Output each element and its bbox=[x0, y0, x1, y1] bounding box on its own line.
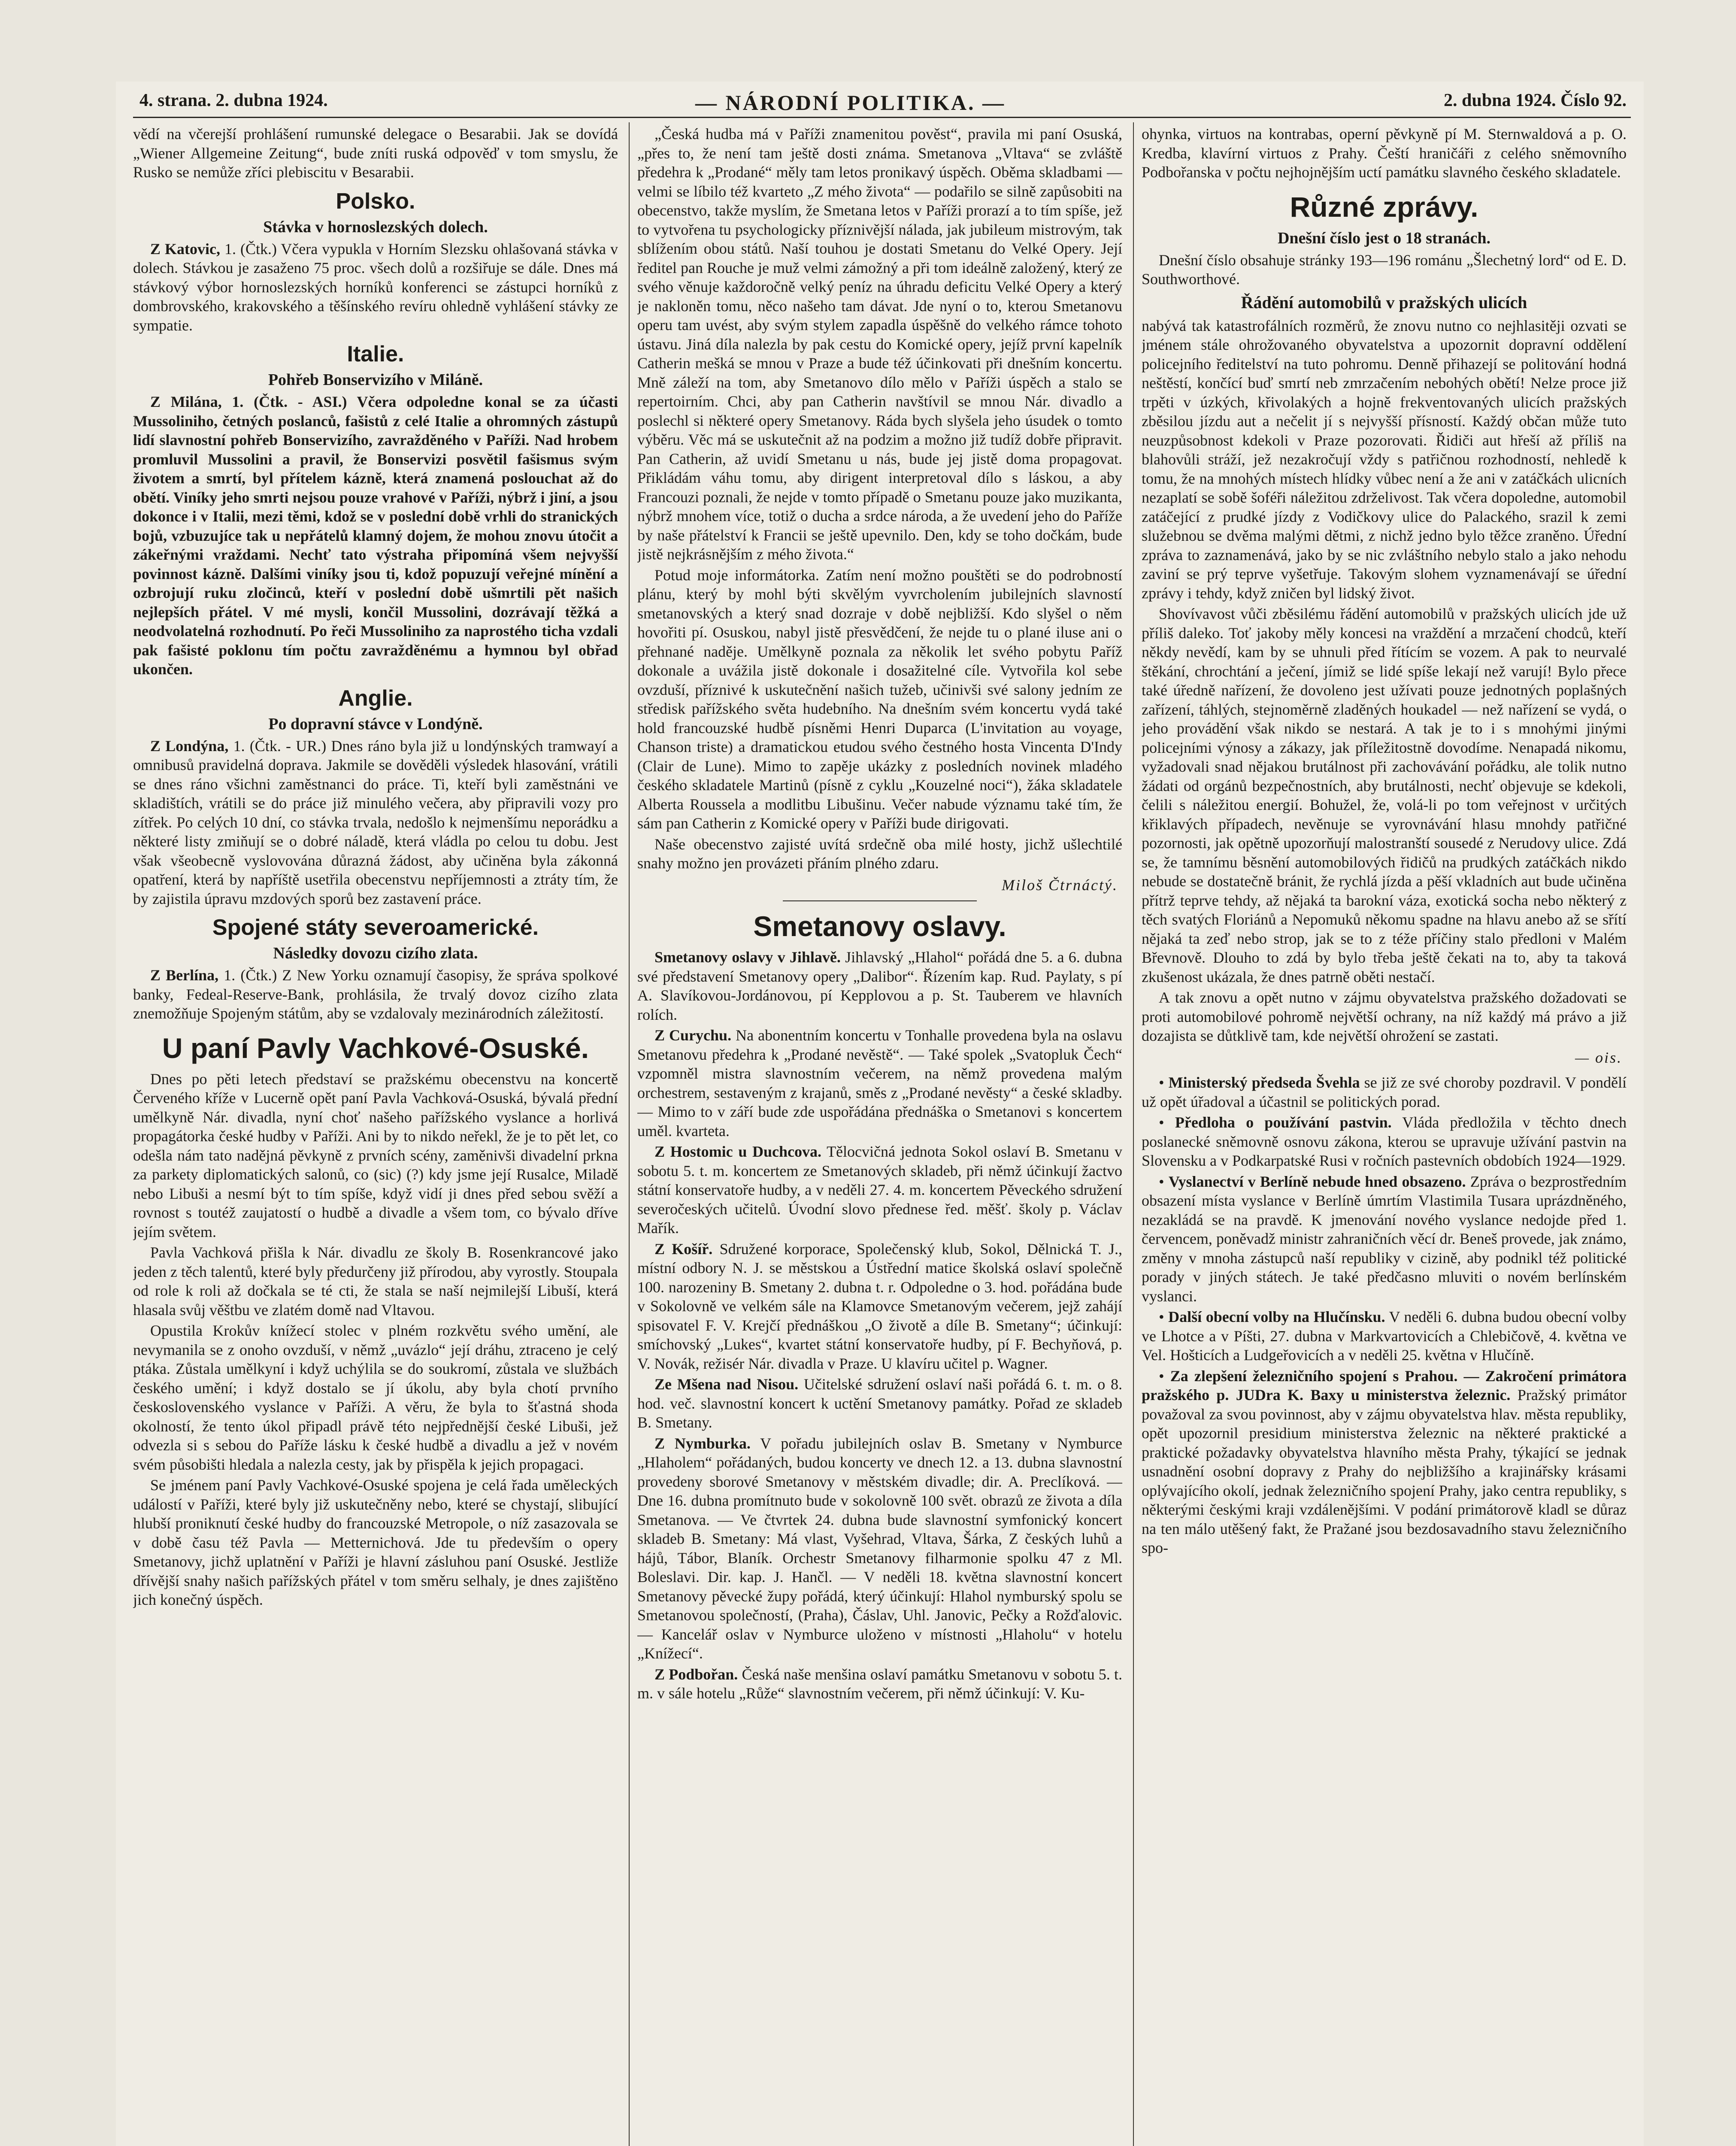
masthead: — NÁRODNÍ POLITIKA. — bbox=[695, 91, 1006, 115]
item-heading: Z Podbořan. bbox=[654, 1665, 738, 1683]
article-subheading: Pohřeb Bonservizího v Miláně. bbox=[268, 371, 483, 389]
page-header-left: 4. strana. 2. dubna 1924. bbox=[139, 91, 328, 110]
article-text: V pořadu jubilejních oslav B. Smetany v Nymburce „Hlaholem“ pořádaných, budou koncerty ve dnech 12. a 13. dubna slavnostní provedeny sborové Smetanovy v městském divadle; dir. A. Preclíková. — Dne 16. dubna promítnuto bude v sokolovně 100 svět. obrazů ze života a díla Smetanova. — Ve čtvrtek 24. dubna bude slavnostní symfonický koncert skladeb B. Smetany: Má vlast, Vyšehrad, Vltava, Šárka, Z českých luhů a hájů, Tábor, Blaník. Orchestr Smetanovy filharmonie spolku 47 z Ml. Boleslavi. Dir. kap. J. Hančl. — V neděli 18. května slavnostní koncert Smetanovy pěvecké župy pořádá, který účinkují: Hlahol nymburský spolu se Smetanovou společností, (Praha), Čáslav, Uhl. Janovic, Pečky a Rožďalovic. — Kancelář oslav v Nymburce uloženo v místnosti „Hlaholu“ v hotelu „Knížecí“. bbox=[637, 1434, 1122, 1662]
bullet-icon: • bbox=[1159, 1114, 1175, 1131]
page-header-right: 2. dubna 1924. Číslo 92. bbox=[1444, 91, 1627, 110]
article-text: 1. (Čtk.) Z New Yorku oznamují časopisy, že správa spolkové banky, Fedeal-Reserve-Bank, prohlásila, že trvalý dovoz cizího zlata znemožňuje Spojeným státům, aby se vzdalovaly mezinárodních záležitostí. bbox=[133, 967, 618, 1022]
item-heading: Z Košíř. bbox=[654, 1240, 713, 1258]
article-text: Pavla Vachková přišla k Nár. divadlu ze školy B. Rosenkrancové jako jeden z těch talentů, které byly předurčeny již přírodou, aby vyrostly. Stoupala od role k roli až dočkala se té cti, že stala se naší nejmilejší Libuší, která hlasala svůj věštbu ve zlatém domě nad Vltavou. bbox=[133, 1244, 618, 1319]
column-3 bbox=[1142, 124, 1627, 2146]
article-text: Učitelské sdružení oslaví naši pořádá 6. t. m. o 8. hod. več. slavnostní koncert k uctění Smetanovy památky. Pořad ze skladeb B. Smetany. bbox=[637, 1376, 1122, 1431]
item-heading: Ministerský předseda Švehla bbox=[1168, 1074, 1360, 1091]
article-text: vědí na včerejší prohlášení rumunské delegace o Besarabii. Jak se dovídá „Wiener Allgemeine Zeitung“, bude zníti ruská odpověď v tom smyslu, že Rusko se nemůže zříci plebiscitu v Besarabii. bbox=[133, 125, 618, 181]
author-signature: Miloš Čtrnáctý. bbox=[1002, 876, 1118, 894]
dateline: Z Milána, bbox=[150, 393, 222, 410]
item-heading: Další obecní volby na Hlučínsku. bbox=[1168, 1308, 1385, 1325]
dateline: Z Berlína, bbox=[150, 967, 219, 984]
article-text: Tělocvičná jednota Sokol oslaví B. Smetanu v sobotu 5. t. m. koncertem ze Smetanových skladeb, při němž účinkují žactvo státní konservatoře hudby, a v neděli 27. 4. m. koncertem Pěveckého sdružení severočeských učitelů. Úvodní slovo přednese řed. měšť. školy p. Václav Mařík. bbox=[637, 1143, 1122, 1237]
article-text: Opustila Krokův knížecí stolec v plném rozkvětu svého umění, ale nevymanila se z onoho ovzduší, v němž „uvázlo“ její dráhu, ztraceno je celý ptáka. Zůstala umělkyní i když uchýlila se do soukromí, zůstala ve službách českého umění; i když dostalo se jí úkolu, aby byla chotí prvního československého vyslance v Paříži. A věru, že byla to šťastná shoda okolností, že tento úkol připadl právě této nejpřednější české Libuši, jež odvezla si s sebou do Paříže lásku k české hudbě a divadlu a jež v novém svém působišti hledala a nalezla cesty, jak by přispěla k jejich propagaci. bbox=[133, 1322, 618, 1473]
article-text: Zpráva o bezprostředním obsazení místa vyslance v Berlíně úmrtím Vlastimila Tusara uprázdněného, nezakládá se na pravdě. K jmenování nového vyslance nedojde před 1. červencem, poněvadž ministr zahraničních věcí dr. Beneš provede, jak známo, změny v mnoha zástupců naší republiky v cizině, aby podnikl též politické porady v jiných státech. Je také předčasno mluviti o novém berlínském vyslanci. bbox=[1142, 1173, 1627, 1305]
column-2 bbox=[637, 124, 1122, 2146]
article-text: 1. (Čtk.) Včera vypukla v Horním Slezsku ohlašovaná stávka v dolech. Stávkou je zasaženo 75 proc. všech dolů a rozšiřuje se dále. Dnes má stávkový výbor hornoslezských horníků konferenci se zástupci horníků z dombrovského, krakovského a těšínského revíru ohledně vyhlášení stávky ze sympatie. bbox=[133, 240, 618, 334]
bullet-icon: • bbox=[1159, 1173, 1169, 1190]
header-rule bbox=[133, 117, 1631, 118]
article-text: se již ze své choroby pozdravil. V pondělí už opět úřadoval a účastnil se politických porad. bbox=[1142, 1074, 1627, 1110]
item-heading: Předloha o používání pastvin. bbox=[1175, 1114, 1392, 1131]
article-text: Dnešní číslo obsahuje stránky 193—196 románu „Šlechetný lord“ od E. D. Southworthové. bbox=[1142, 251, 1627, 288]
article-text: V neděli 6. dubna budou obecní volby ve Lhotce a v Píšti, 27. dubna v Markvartovicích a Chlebičově, 4. května ve Vel. Hošticích a Ludgeřovicích a v neděli 25. května v Hlučíně. bbox=[1142, 1308, 1627, 1364]
article-text: Shovívavost vůči zběsilému řádění automobilů v pražských ulicích jde už příliš daleko. Toť jakoby měly koncesi na vraždění a mrzačení chodců, kteří někdy nevědí, kam by se uhnuli před řítícím se vozem. A pak to neurvalé štěkání, chrochtání a ječení, jímiž se lidé spíše lekají než varují! Bylo přece také úředně nařízení, že dovoleno jest užívati pouze jednotných poplašných zařízení, táhlých, stejnoměrně zladěných houkadel — než nařízení se vydá, o jeho provádění však nikdo se nestará. A tak je to i s mnohými jinými policejními výnosy a zákazy, jak příležitostně dovodíme. Nenapadá nikomu, vyžadovali snad nějakou brutálnost při zachovávání pořádku, ale tolik nutno žádati od orgánů bezpečnostních, aby brutálnosti, nechť objevuje se kdekoli, čelili s náležitou energií. Bohužel, že, volá-li po tom veřejnost v určitých křiklavých případech, nevěnuje se vyrovnávání hlasu mnohdy patřičné pozornosti, jak opětně upozorňují malostranští sousedé z Nerudovy ulice. Zdá se, že tamnímu běsnění automobilových řidičů na prudkých zatáčkách nikdo nebude se dostatečně bránit, že rychlá jízda a pěší vkladních aut bude učiněna přítrž teprve tehdy, až nějaká ta barokní váza, exotická socha nebo některý z těch svatých Floriánů a Nepomuků někomu spadne na hlavu anebo až se sřítí nějaká ta zeď nebo strop, jak se to z téže příčiny stalo předloni v Malém Břevnově. Dlouho to zdá by bylo třeba ještě čekati na to, aby ta taková zkušenost ukázala, že dnes patrně oběti nestačí. bbox=[1142, 605, 1627, 985]
article-text: Pražský primátor považoval za svou povinnost, aby v zájmu obyvatelstva hlav. města republiky, opět upozornil presidium ministerstva železnic na některé praktické a praktické požadavky obyvatelstva hlavního města Prahy, týkající se jednak usnadnění osobní dopravy z Prahy do nejbližšího a krajinářsky krásami oplývajícího okolí, jednak železničního spojení Prahy, jako centra republiky, s některými českými kraji vzdálenějšími. V podání primátorově kladl se důraz na ten málo utěšený fakt, že Pražané jsou bezdosavadního stavu železničního spo- bbox=[1142, 1386, 1627, 1556]
article-text: A tak znovu a opět nutno v zájmu obyvatelstva pražského dožadovati se proti automobilové pohromě největší ochrany, na níž každý má právo a již dozajista se důtklivě tam, kde největší ohrožení se zastati. bbox=[1142, 989, 1627, 1044]
newspaper-page bbox=[116, 82, 1644, 2146]
column-1 bbox=[133, 124, 618, 2146]
section-heading: Anglie. bbox=[338, 685, 413, 711]
item-heading: Z Curychu. bbox=[654, 1027, 732, 1044]
notice-heading: Dnešní číslo jest o 18 stranách. bbox=[1277, 229, 1491, 247]
article-text: Dnes po pěti letech představí se pražskému obecenstvu na koncertě Červeného kříže v Lucerně opět paní Pavla Vachková-Osuská, bývalá přední umělkyně Nár. divadla, nyní choť našeho pařížského vyslance a horlivá propagátorka české hudby v Paříži. Ani by to nikdo neřekl, že je to pět let, co odešla nám tato nadějná pěvkyně z prvních scény, zaměnivši divadelní prkna za parkety diplomatických salonů, co (sic) (?) kdy jsme její Rusalce, Miladě nebo Libuši a nesmí být to tím spíše, když vidí ji dnes před sebou svěží a rovnost s toutéž zaujatostí o hudbě a divadle a všem tom, co bývalo dříve jejím světem. bbox=[133, 1070, 618, 1240]
article-subheading: Stávka v hornoslezských dolech. bbox=[263, 218, 488, 236]
section-heading: Spojené státy severoamerické. bbox=[212, 915, 539, 940]
item-heading: Smetanovy oslavy v Jihlavě. bbox=[654, 949, 841, 966]
item-heading: Vyslanectví v Berlíně nebude hned obsazeno. bbox=[1168, 1173, 1466, 1190]
separator bbox=[783, 900, 977, 901]
item-heading: Za zlepšení železničního spojení s Prahou. — Zakročení primátora pražského p. JUDra K. Baxy u ministerstva železnic. bbox=[1142, 1367, 1627, 1403]
article-text: 1. (Čtk. - ASI.) Včera odpoledne konal se za účasti Mussoliniho, četných poslanců, fašistů z celé Italie a ohromných zástupů lidí slavnostní pohřeb Bonservizího, zavražděného v Paříži. Nad hrobem promluvil Mussolini a pravil, že Bonservizi posvětil fašismus svým životem a smrtí, byl přítelem kázně, která znamená poslouchat až do obětí. Viníky jeho smrti nejsou pouze vrahové v Paříži, nýbrž i jiní, a jsou dokonce i v Italii, mezi těmi, kdož se v poslední době vrhli do stranických bojů, vzbuzujíce tak u nepřátelů klamný dojem, že mohou znovu útočit a zákeřnými vraždami. Nechť tato výstraha připomíná všem nejvyšší povinnost kázně. Dalšími viníky jsou ti, kdož popuzují veřejné mínění a ozbrojují ruku zločinců, kteří v poslední době ušmrtili pět našich nejlepších přátel. V mé mysli, končil Mussolini, dozrávají těžká a neodvolatelná rozhodnutí. Po řeči Mussoliniho za naprostého ticha vzdali pak fašisté poklonu tím počtu zavražděnému a hymnou byl obřad ukončen. bbox=[133, 393, 618, 678]
author-signature: — ois. bbox=[1575, 1049, 1622, 1066]
article-text: Potud moje informátorka. Zatím není možno pouštěti se do podrobností plánu, který by mohl býti skvělým vyvrcholením jubilejních slavností smetanovských a který snad dozraje v době nejbližší. Kdo slyšel o něm hovořiti pí. Osuskou, nabyl jistě přesvědčení, že nejde tu o plané iluse ani o přehnané naděje. Umělkyně poznala za několik let svého pobytu Paříž dokonale a uvážila jistě dokonale i dosažitelné cíle. Vytvořila kol sebe ovzduší, příznivé k uskutečnění našich tužeb, učinivši své salony jedním ze středisk pařížského světa hudebního. Na dnešním svém koncertu vydá také hold francouzské hudbě písněmi Henri Duparca (L'invitation au voyage, Chanson triste) a dramatickou etudou svého čestného hosta Vincenta D'Indy (Clair de Lune). Mimo to zapěje ukázky z posledních novinek mladého českého skladatele Martinů (písně z cyklu „Kouzelné noci“), žáka skladatele Alberta Roussela a modlitbu Libušinu. Večer nabude významu také tím, že sám pan Catherin z Komické opery v Paříži bude dirigovati. bbox=[637, 566, 1122, 832]
article-subheading: Po dopravní stávce v Londýně. bbox=[268, 715, 483, 733]
section-headline: Různé zprávy. bbox=[1290, 191, 1478, 223]
article-text: ohynka, virtuos na kontrabas, operní pěvkyně pí M. Sternwaldová a p. O. Kredba, klavírní virtuos z Prahy. Čeští hraničáři z celého sněmovního Podbořanska v počtu nejhojnějším uctí památku slavného českého skladatele. bbox=[1142, 125, 1627, 181]
item-heading: Z Hostomic u Duchcova. bbox=[654, 1143, 822, 1160]
article-text: „Česká hudba má v Paříži znamenitou pověst“, pravila mi paní Osuská, „přes to, že není tam ještě dosti známa. Smetanova „Vltava“ se zvláště předehra k „Prodané“ měly tam letos pronikavý úspěch. Oběma skladbami — velmi se líbilo též kvarteto „Z mého života“ — podařilo se silně zapůsobiti na obecenstvo, takže myslím, že Smetana letos v Paříži prorazí a to tím spíše, jež to vytvořena tu psychologicky příznivější nálada, jak jubileum mistrovým, tak sblížením obou států. Naší touhou je dostati Smetanu do Velké Opery. Její ředitel pan Rouche je muž velmi zámožný a při tom ideálně založený, který ze svého věnuje každoročně velký peníz na úhradu deficitu Velké Opery a který je nakloněn tomu, něco našeho tam dávat. Jde nyní o to, kterou Smetanovu operu tam uvést, aby svým stylem zapadla úspěšně do velkého rámce tohoto ústavu. Jiná díla nalezla by pak cestu do Komické opery, jejíž první kapelník Catherin mešká se mnou v Praze a bude též účinkovati při dnešním koncertu. Mně záleží na tom, aby Smetanovo dílo mělo v Paříži úspěch a stalo se repertoirním. Chci, aby pan Catherin navštívil se mnou Nár. divadlo a poslechl si některé opery Smetanovy. Ráda bych slyšela jeho úsudek o tomto výběru. Věc má se uskutečnit až na podzim a možno již tudíž dobře připravit. Pan Catherin, až uvidí Smetanu u nás, bude jej jistě doma propagovat. Přikládám váhu tomu, aby dirigent interpretoval dílo s láskou, a aby Francouzi poznali, že nejde v tomto případě o Smetanu pouze jako muzikanta, nýbrž mnohem více, totiž o ducha a srdce národa, a že uvedení jeho do Paříže by naše přátelství k Francii se ještě upevnilo. Den, kdy se toho dočkám, bude jistě nejkrásnějším z mého života.“ bbox=[637, 125, 1122, 563]
article-text: Vláda předložila v těchto dnech poslanecké sněmovně osnovu zákona, kterou se upravuje užívání pastvin na Slovensku a v Podkarpatské Rusi v ročních pastevních obdobích 1924—1929. bbox=[1142, 1114, 1627, 1169]
article-text: Sdružené korporace, Společenský klub, Sokol, Dělnická T. J., místní odbory N. J. se městskou a Ústřední matice školská oslaví společně 100. narozeniny B. Smetany 2. dubna t. r. Odpoledne o 3. hod. pořádána bude v Sokolovně ve velkém sále na Klamovce Smetanovým večerem, jejž zahájí spisovatel F. V. Krejčí přednáškou „O životě a díle B. Smetany“; účinkují: smíchovský „Lukes“, kvartet státní konservatoře hudby, pí F. Bechyňová, p. V. Novák, režisér Nár. divadla v Praze. U klavíru učitel p. Wagner. bbox=[637, 1240, 1122, 1372]
article-text: nabývá tak katastrofálních rozměrů, že znovu nutno co nejhlasitěji ozvati se jménem stále ohrožovaného obyvatelstva a upozornit dopravní oddělení policejního ředitelství na tuto pohromu. Denně přihazejí se politování hodná neštěstí, končící buď smrtí neb zmrzačením nebohých obětí! Nelze proce již trpěti v úzkých, křivolakých a hojně frekventovaných ulicích pražských zběsilou jízdu aut a nečelit jí s nejvyšší přísností. Každý občan může tuto neuzpůsobnost kdekoli v Praze pozorovati. Řidiči aut hřeší až příliš na blahovůli stráží, jež nezakročují vždy s patřičnou rozhodností, nehledě k tomu, že na mnohých místech hlídky vůbec není a že ani v zatáčkách ulicních nezaplatí se sobě šoféři náležitou zdrželivost. Tak včera dopoledne, automobil zatáčející z prudké jízdy z Vodičkovy ulice do Palackého, srazil k zemi služebnou se dvěma malými dětmi, z nichž jedno bylo těžce zraněno. Úřední zpráva to zaznamenává, jako by se nic zvláštního nebylo stalo a jako nehodu zaviní se prý teprve vyšetřuje. Takovým slohem vyznamenávají se úřední zprávy i tehdy, když zničen byl lidský život. bbox=[1142, 317, 1627, 602]
dateline: Z Londýna, bbox=[150, 737, 229, 755]
article-text: Naše obecenstvo zajisté uvítá srdečně oba milé hosty, jichž ušlechtilé snahy možno jen provázeti přáním plného zdaru. bbox=[637, 835, 1122, 872]
article-text: Jihlavský „Hlahol“ pořádá dne 5. a 6. dubna své představení Smetanovy opery „Dalibor“. Řízením kap. Rud. Paylaty, s pí A. Slavíkovou-Jordánovou, pí Kepplovou a p. St. Tauberem ve hlavních rolích. bbox=[637, 949, 1122, 1023]
article-text: Česká naše menšina oslaví památku Smetanovu v sobotu 5. t. m. v sále hotelu „Růže“ slavnostním večerem, při němž účinkují: V. Ku- bbox=[637, 1665, 1122, 1702]
article-headline: Řádění automobilů v pražských ulicích bbox=[1241, 292, 1527, 312]
dateline: Z Katovic, bbox=[150, 240, 220, 258]
item-heading: Z Nymburka. bbox=[654, 1434, 751, 1452]
bullet-icon: • bbox=[1159, 1308, 1169, 1325]
article-text: 1. (Čtk. - UR.) Dnes ráno byla již u londýnských tramwayí a omnibusů pravidelná doprava. Jakmile se dověděli výsledek hlasování, vrátili se dnes ráno všichni zaměstnanci do práce. Ti, kteří byli zaměstnáni ve skladištích, vrátili se do práce již minulého večera, aby připravili vozy pro zítřek. Po celých 10 dní, co stávka trvala, nedošlo k nejmenšímu neporádku a některé listy zmiňují se o dobré náladě, která vládla po celou tu dobu. Jest však všeobecně vyslovována důrazná žádost, aby učiněna byla zákonná opatření, která by napříště usetřila obecenstvu nepříjemnosti a ztráty tím, že by zajistila úpravu mzdových sporů bez zastavení práce. bbox=[133, 737, 618, 907]
section-heading: Polsko. bbox=[336, 188, 415, 214]
section-headline: Smetanovy oslavy. bbox=[753, 910, 1006, 942]
article-subheading: Následky dovozu cizího zlata. bbox=[273, 944, 478, 962]
bullet-icon: • bbox=[1159, 1074, 1169, 1091]
bullet-icon: • bbox=[1159, 1367, 1170, 1385]
article-text: Na abonentním koncertu v Tonhalle provedena byla na oslavu Smetanovu předehra k „Prodané nevěstě“. — Také spolek „Svatopluk Čech“ vzpomněl mistra slavnostním večerem, na němž provedena malým orchestrem, sestaveným z krajanů, směs z „Prodané nevěsty“ a české skladby. — Mimo to v září bude zde uspořádána přednáška o Smetanovi s koncertem uměl. kvarteta. bbox=[637, 1027, 1122, 1140]
column-divider bbox=[1133, 122, 1134, 2146]
item-heading: Ze Mšena nad Nisou. bbox=[654, 1376, 799, 1393]
feature-headline: U paní Pavly Vachkové-Osuské. bbox=[162, 1032, 589, 1064]
column-divider bbox=[629, 122, 630, 2146]
article-text: Se jménem paní Pavly Vachkové-Osuské spojena je celá řada uměleckých událostí v Paříži, které byly již uskutečněny nebo, které se chystají, slibující hlubší proniknutí české hudby do francouzské Metropole, o níž zasazovala se v době času též Pavla — Metternichová. Jde tu především o opery Smetanovy, jichž uplatnění v Paříži je hlavní zásluhou paní Osuské. Jestliže dřívější snahy našich pařížských přátel v tom směru selhaly, je dnes zajištěno jich konečný úspěch. bbox=[133, 1476, 618, 1608]
section-heading: Italie. bbox=[347, 342, 404, 367]
